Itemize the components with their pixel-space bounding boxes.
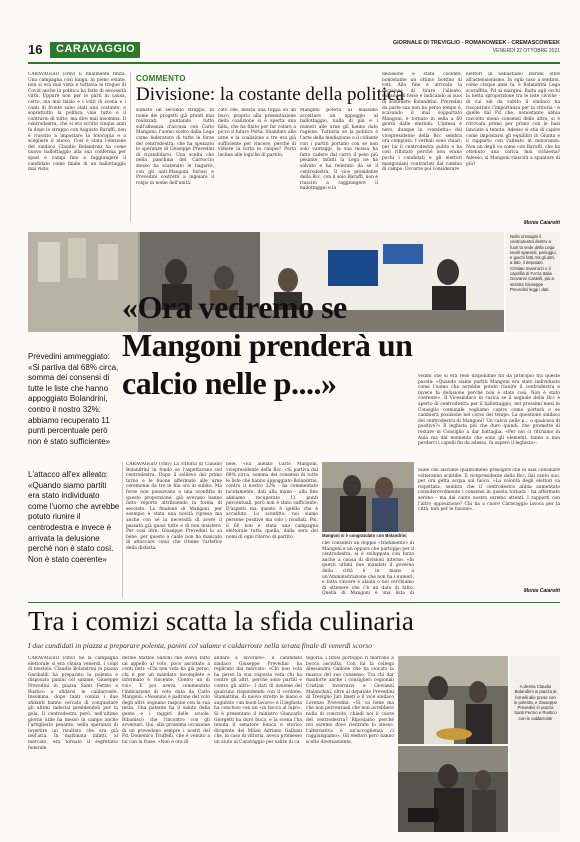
photo2-caption: Mangoni si è congratulato con Bolandrini [322, 533, 407, 538]
article2-column-4: vedini che si era reso disponibile fin da principio tra queste parole: «Quando siamo partiti Mangoni era stato individuato come l'uomo che avrebbe potuto riunire il centrodestra e invece fa delusione perché non è stato così. Non è stato coerente». Il Vicesindaco in carica se il segnale della Bcc è aperto di centrodestra per il ballottaggio, nel prossimi mesi in Consiglio comunale vogliamo capire come porterà o se cambierà posizione nel corso del tempo. La questione sindaco del centrodestra di Mangoni? Un calcio nelle p... o qualcosa di positivo?» Il leghista più che duro quindi, che promette di restare in Consiglio a dar battaglia. «Per noi ci ritiriamo in Aula ma dal momento che sono gli elementi, fanno a non perderci i capelli fin da adesso, fa sapere il leghista». [418, 374, 560, 447]
article3-column-2: derale Matteo Salvini che aveva fatto un appello al voto, poco ascoltato a conti fatti: «Chi non vota ha già perso, chi è per un mandato incomplete e informato è vincente. Contro un di voi». E poi aveva commentato l'indicazione di voto data da Carlo Mangoni: «Nessuno è padrone del voto degli altri: sognano raspone con la sua testa. Una patente ha il saluto della gente e i raggiri delle scuole. Ribadisco che l'incontro con gli avversari. Qui, alla prossima occasione di un prevedono sempre i nostri del Pd, Domenico Truffelli, che è venuto a lui con la frase: «Non è ora di [122, 656, 210, 745]
photo-scene [398, 656, 508, 744]
issue-date: VENERDÌ 22 OTTOBRE 2021 [492, 48, 560, 54]
column-divider [130, 72, 131, 222]
article2-signature: Monia Caiarotti [523, 588, 560, 594]
headline-culinary: Tra i comizi scatta la sfida culinaria [28, 606, 414, 636]
photo-mangoni-bolandrini [322, 462, 414, 532]
article2-column-1: CARAVAGGIO (cmv) La vittoria di Claudio Bolandrini in fondo se l'aspettavano nel centrodestra. Dopo il sollievo del primo turno e le buone affermate alle urne ceremonie da tre in fila ora in subito. Ma forse non pensavano a una sconfitta di questo proporzione: già avevano hanno fatto reporto attribuendo in forma di secondo. La finalone di Mangoni, per esempio è stata una novità ripresa ma anche con sé la necessità di avere il passato già quasi tutto e di non insistere. Per così dire, Giuseppe Prevedini lo sa bene, per questo a caldo non ha mancato di attaccare colui che ritiene l'artefice della disfatta. [126, 462, 222, 551]
article3-column-4: tegoria: i tifosi portoppo ri marrono a bocca asciutta. Con lui la collega Alessandra Gallone che ha ciocato la musica del suo consenso. Tra chi dar manforte anche i consiglieri regionali Cristian Invernizzi e Giovanni Malanchini, oltre al deputato Prevedini di Treviglio Juri Imeri e il vice sindaco Lorenzo Prevedini. «Sì, va bene ma che non percentuali che non avrebbero nulla di concreto, chiedi noi il cuore del centrodestra? Riposiamo perché noi saremo dove rientrate lo stesso, l'alternativa è un'accoglienza ci raggiungiamo». Gli elettori però hanno scelto diversamente. [306, 656, 394, 745]
comment-column-2: cato che, messa una toppa su un buco, proprio alla presentazione della coalizione si è aperta una falla, che ha finito per far colare a picco il futuro Porta. Sbandato alle urne e la coalizione a tre era già sufficiente per vincere, perché di vidiere la torta in cinque? Porta incline alle logiche di partito, [218, 108, 296, 158]
article2-column-3: che consideri un doppio «tradimento» di Mangoni e un oppure che partoppo per il centrodestra, si è sviluppata con forza anche a causa di divisioni interne. «In questi ultimi due mandati il governo della città è in mano a un'Amministrazione che non ha i numeri, e fatta vincere e alzata o noi cerchiamo di ottenere che c'è un dato di fatto. Quella di Mangoni è una lista di [322, 541, 414, 597]
comment-column-4: delusione è stata cocente, nonostante un ottimo bottino di voti. Alla fine è arrivata la decisione di tirare l'alleato, saltando il fosso e indicando ai suoi di sostenere Bolandrini. Prevedini da parte sua non ha perso tempo e, scavando il mal sopportato Mangoni, è tornato in sella a 60 giorni dalle elezioni. L'intesa è nero, dunque la «vendetta» del vicepresidente della Bcc sembra ora compiuta. I verbali sono chiari: per lui il centrodestra pulito e ha così rifiutato perché non erano pochi i candidati e gli elettori mangoniani contrariati dal cambio di campo. Occorre poi considerare [382, 72, 462, 173]
article3-column-3: andare a lavorare», il candidato sindaco Giuseppe Prevedini ha replicato dal mercato: «Chi non vota ha perso la sua risposta vera chi ha contro gli altri, perché sono partiti e contro gli altri». I dati di insieme del qualcuno rispondendo con il cordone. Stamattina, di nuovo stretto le mano e augurato «un buon lavoro» e il leghista ha concluso con un «in bocca al lupo». Si è presentato il ministro Giancarlo Giorgetti ha duro buca, e la scena l'ha tenuta il senatore fonica e storico dirigente del Milan Adriano Galliani che, in caso di vittoria, aveva promesso un aiuto al Caravaggio per salire di ca [214, 656, 302, 745]
photo-bolandrini-polenta [398, 656, 508, 744]
photo-prevedini-caldarroste [398, 746, 508, 832]
photo-scene [398, 746, 508, 832]
comment-column-1: sumato un secondo strappo, in nome dei progetti già pronti mai realizzati, puntando tutto sull'alleanza d'accusa con Carlo Mangoni: l'uomo scelto dalla Lega come federatore di tutte le forze del centrodestra, che ha spezzato le speranze di Giuseppe Prevedini di ricandidarsi. Una scelta che nella panchina del Carroccio stesso ha scatenato le bagarre, con gli anti-Mangoni furiosi e Prevedini costretti a ingoiare il rospo in nome dell'unità. [136, 108, 214, 186]
page-header [28, 40, 560, 64]
page-number: 16 [28, 42, 43, 57]
comment-column-3: Mangoni poteva al massimo accettare un appoggio al ballottaggio, nulla di più e i numeri alle urne gli hanno dato ragione. Tuttavia se la politica è l'arte della mediazione e il collante con i partiti portano con sé non solo vantaggi, la sua mossa ha fatto cadere dal carro il peso più pesante, infatti la Lega ne ha salvato e ha federato da sé il centrodestra. Il vice presidente della Bcc, con il solo Baruffi, non è riuscito a raggiungere il ballottaggio e la [300, 108, 378, 192]
photo3-caption: A destra Claudio Bolandrini in piazza ai fornelli alle prese con le polenta, e Giuseppe Prevedini in piazza Santi Fermo e Rustico con le caldarroste [513, 684, 557, 721]
column-divider [122, 462, 123, 598]
subheadline-culinary: I due candidati in piazza a preparare polenta, panini col salame e caldarroste nella serata finale di venerdì scorso [28, 641, 373, 650]
comment-title: Divisione: la costante della politica [136, 84, 405, 105]
comment-label: COMMENTO [136, 74, 186, 83]
section-name: CARAVAGGIO [56, 43, 136, 55]
photo-scene [322, 462, 414, 532]
photo3-caption-box [510, 656, 560, 832]
photo-caption-box [506, 232, 560, 332]
pull-quote-attack: L'attacco all'ex alleato: «Quando siamo partiti era stato individuato come l'uomo che avrebbe potuto riunire il centrodestra e invece è arrivata la delusione perché non è stato così. Non è stato coerente» [28, 470, 120, 564]
section-separator [28, 602, 560, 603]
photo-caption: Nello immagini il centrodestra dentro a fuori la sede della Lega tavoli sparenti, pareggio, e giochi fatti, tra gli altri, a lato, il deputato Cristian Invernizzi e il capofila di Forza Italia Giovanni Castelli, più a sinistra Giuseppe Prevedini leggi i dati [510, 234, 557, 292]
headline-mangoni: «Ora vedremo se Mangoni prenderà un calcio nelle p....» [122, 289, 413, 401]
comment-signature: Monia Caiarotti [523, 220, 560, 226]
comment-column-5: elettori di Sebastiano Buroni oltre all'astensionismo. In ogni caso a sentirsi, come cinque anni fa, è Bolandrini Lega scoraffita, Pd ai margini. Balta agli occhi la netta sproporzione tra le liste civiche - di cui sin da subito il sindaco ha riscontrato l'importanza per la vittoria - e quelle dal Pd che, nonostante abbia raccolto meno consensi delle altre, si è ritrovata primo per primo con le basi lanciate a tenuto. Adesso si stia di capire come impostarsi gli equilibri in Giunta e il rapporto con l'alleato in minoranza. Non un degli va come con Baruffi, che ha ottenuto una carica mai richiesta? Adesso, si Mangoni riuscirà a spuntare di più? [466, 72, 560, 167]
masthead: GIORNALE DI TREVIGLIO - ROMANOWEEK - CREMASCOWEEK [392, 40, 560, 46]
pull-quote-intro: Prevedini ammeggiato: «Si partiva dal 68% circa, somma dei consensi di tutte le liste che hanno appoggiato Bolandrini, contro il nostro 32%: abbiamo recuperato 11 punti percentuale però non è stato sufficiente» [28, 352, 119, 446]
article3-column-1: CARAVAGGIO (cmv) Se la campagna elettorale si era chiusa venerdì, i colpi di mestolo. Claudio Bolandrini in piazza Garibaldi ha preparato la polenta e disposato panini col salame, Giuseppe Prevedini in piazza Santi Fermo e Rustico a sfidarsi le caldarroste. Insomma, dopo tanti comizi i due sfidanti hanno cercato di conquistare gli ultimi indecisi prendendoli per la gola. Il centrodestra però, nell'ultimo giorno utile ha messo in campo anche l'artiglieria pesante, nella speranza di invertire un risultato che era già nell'aria. In mattinata infatti, al mercato, era tornato il segretario federale [28, 656, 118, 751]
article2-column-2: bele. «Ex alleato Carlo Mangoni, vicepresidente della Bcc. «Si partiva dal 68% circa, somma dei consensi di tutte le liste che hanno appoggiato Bolandrini, contro il nostro 32% - ha commentato lucidamente, dati alla mano - alla fine abbiamo recuperato 11 punti percentuali, però non è stato sufficiente. D'aspetti ma questo è quello che è accaduto. Lo sconfitto, noi siamo persone positive ma solo i risultati. Poi, il 60 non è stata una campagna elettorale tutta quella, dalla sera dei nomi di ogni ritorno di partito. [226, 462, 318, 540]
left-column-text: CARAVAGGIO (cmv) È finalmente finita. Una campagna così lunga, in pieno estate, non si era mai vista e tuttavia le tregue di Covid anche la politica ha fatto di necessità virtù. Eppure non per le parti in causa, certo, ma mai inizio e i volti di scena e i canti di fronte sono stati una costante, e soprattutto la politica vale tutto e il contrario di tutto, ma dire mai insomma. Il centrodestra, che si era scritto cinque anni fa dopo lo strappo con Augusto Baruffi, non è riuscito a impostare la fotocopia e a scegliere il nuovo. Così è stata l'elezione del sindaco Claudio Bolandrini ha come nuovo ballottaggio alla sua conferma per spazi e campi fino a raggiungere il candidato come finale di un ballottaggio mai visto. [28, 72, 126, 173]
article2-column-4b: Sulle che lasciano quantomeno presagire che in sala consiliare volteranno scintille. Il vicepresidente della Bcc, dal canto suo, per ora getta acqua sul fuoco. «La volontà degli elettori va rispettata, sembra che il centrodestra abbia aumentato considerevolmente i consensi in questa tornata - ha affermato sereno - ma dal canto nostro saremo attenti. I rapporti con l'altro opposizione? Chi ha a cuore Caravaggio lavora per la città, non per le fazioni». [418, 468, 560, 513]
